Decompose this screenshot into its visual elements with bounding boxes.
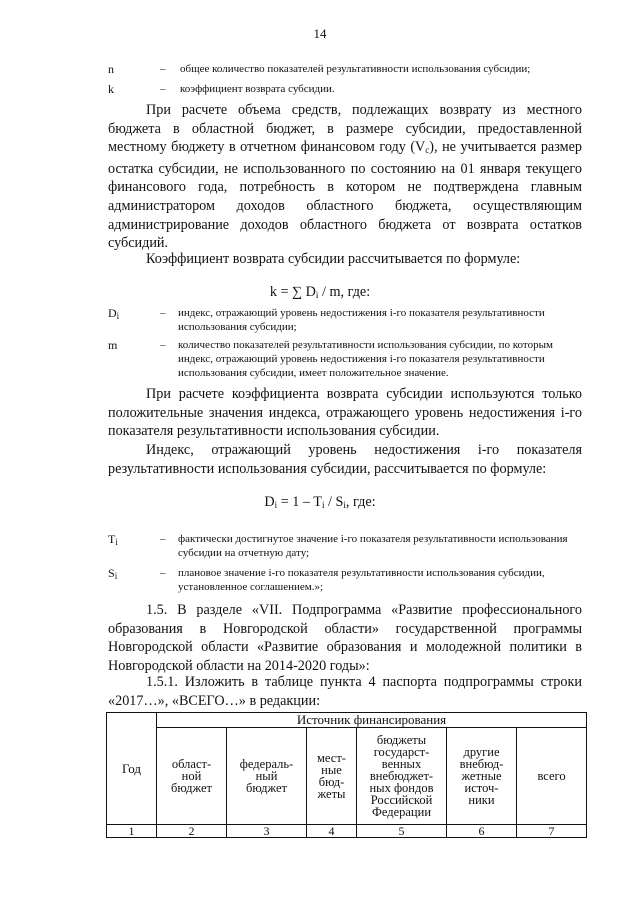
- table-column-number: 1: [107, 825, 157, 838]
- definition-dash: –: [160, 63, 166, 75]
- table-header-extrabudgetary-funds: бюджеты государст- венных внебюджет- ных фондов Российской Федерации: [357, 728, 447, 825]
- financing-table: [106, 712, 587, 838]
- definition-dash: –: [160, 339, 166, 351]
- table-header-regional-budget: област- ной бюджет: [157, 728, 227, 825]
- table-column-number: 2: [157, 825, 227, 838]
- definition-text: плановое значение i-го показателя результативности использования субсидии, установленное соглашением.»;: [178, 567, 545, 593]
- table-header-total: всего: [517, 728, 587, 825]
- definition-symbol: $T_i$: [108, 532, 118, 547]
- definition-symbol: $D_i$: [108, 306, 120, 321]
- definition-text: фактически достигнутое значение i-го показателя результативности использования субсидии на отчетную дату;: [178, 533, 568, 559]
- definition-dash: –: [160, 533, 166, 545]
- definition-symbol: $S_i$: [108, 566, 118, 581]
- table-column-number: 6: [447, 825, 517, 838]
- table-header-other-sources: другие внебюд- жетные источ- ники: [447, 728, 517, 825]
- subscript-c: с: [425, 145, 430, 156]
- table-column-number: 7: [517, 825, 587, 838]
- table-column-number: 4: [307, 825, 357, 838]
- definition-k: [108, 82, 588, 96]
- paragraph-section-vii: 1.5. В разделе «VII. Подпрограмма «Развитие профессионального образования в Новгородской области» государственной программы Новгородской области «Развитие образования и молодежной политики в Новгородской области на 2014-2020 годы»:: [108, 602, 582, 674]
- definition-text: количество показателей результативности использования субсидии, по которым индекс, отражающий уровень недостижения i-го показателя результативности использования субсидии, имеет положительное значение.: [178, 339, 553, 379]
- definition-si: [108, 566, 588, 594]
- table-column-number: 5: [357, 825, 447, 838]
- paragraph-positive-values: При расчете коэффициента возврата субсидии используются только положительные значения индекса, отражающего уровень недостижения i-го показателя результативности использования субсидии.: [108, 386, 582, 440]
- definition-n: [108, 62, 588, 76]
- definition-m: [108, 338, 588, 380]
- definition-ti: [108, 532, 588, 560]
- definition-symbol: k: [108, 82, 114, 96]
- definition-dash: –: [160, 307, 166, 319]
- page-number: 14: [313, 26, 327, 41]
- table-header-federal-budget: федераль- ный бюджет: [227, 728, 307, 825]
- formula-index: $D_i = 1 - T_i / S_i$, где:: [264, 494, 376, 510]
- definition-text: коэффициент возврата субсидии.: [180, 83, 335, 95]
- definition-symbol: m: [108, 338, 118, 352]
- definition-text: общее количество показателей результативности использования субсидии;: [180, 63, 531, 75]
- definition-dash: –: [160, 567, 166, 579]
- paragraph-index-formula-intro: Индекс, отражающий уровень недостижения i-го показателя результативности использования субсидии, рассчитывается по формуле:: [108, 442, 582, 477]
- paragraph-coefficient-formula-intro: Коэффициент возврата субсидии рассчитывается по формуле:: [146, 251, 521, 267]
- definition-symbol: n: [108, 62, 114, 76]
- table-header-source: Источник финансирования: [157, 713, 587, 728]
- table-column-number: 3: [227, 825, 307, 838]
- definition-text: индекс, отражающий уровень недостижения i-го показателя результативности использования субсидии;: [178, 307, 545, 333]
- paragraph-return-calculation: При расчете объема средств, подлежащих возврату из местного бюджета в областной бюджет, в размере субсидии, предоставленной местному бюджету в отчетном финансовом году $(V_с)$, не учитывается размер остатка субсидии, не использованного по состоянию на 01 января текущего финансового года, потребность в котором не подтверждена главным администратором доходов областного бюджета, осуществляющим администрирование доходов областного бюджета от возврата остатков субсидий.: [108, 102, 582, 252]
- paragraph-table-instruction: 1.5.1. Изложить в таблице пункта 4 паспорта подпрограммы строки «2017…», «ВСЕГО…» в редакции:: [108, 674, 582, 709]
- formula-coefficient: k = ∑ $D_i$ / m, где:: [269, 284, 371, 300]
- table-header-year: Год: [107, 713, 157, 825]
- table-header-local-budgets: мест- ные бюд- жеты: [307, 728, 357, 825]
- definition-di: [108, 306, 588, 334]
- definition-dash: –: [160, 83, 166, 95]
